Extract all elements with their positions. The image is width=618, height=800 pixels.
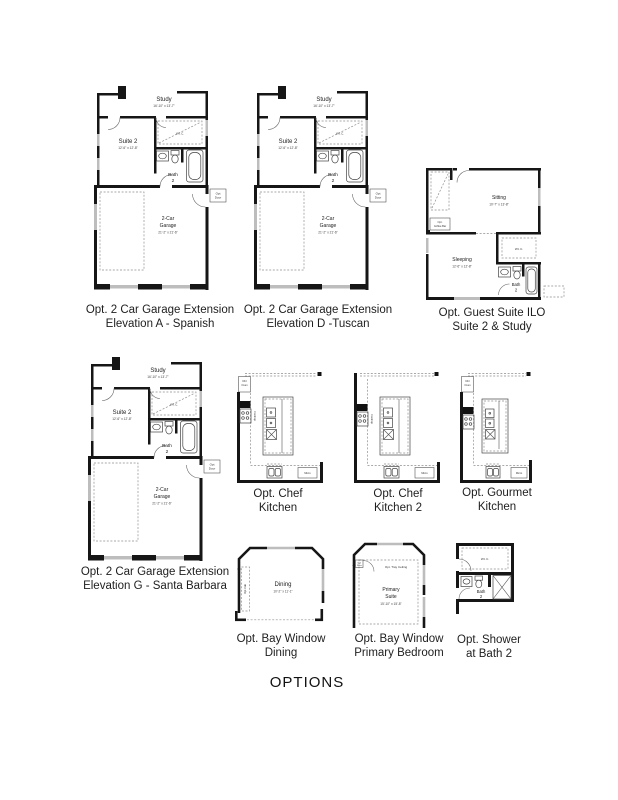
shower-bath2-floorplan <box>456 543 520 617</box>
room-labels <box>477 557 490 599</box>
study-dim: 16'-10" x 13'-7" <box>153 104 175 108</box>
caption-line: Kitchen 2 <box>374 502 422 514</box>
bath-fixtures <box>461 576 511 600</box>
caption-line: Kitchen <box>477 501 517 513</box>
caption-line: Elevation G - Santa Barbara <box>83 580 227 592</box>
caption-line: Elevation A - Spanish <box>105 318 215 330</box>
micro-label: Micro <box>421 472 428 475</box>
plan-shower-bath2 <box>456 543 520 617</box>
caption-garage-g <box>60 565 250 593</box>
tray-ceiling-label: Opt. Tray Ceiling <box>384 565 408 569</box>
micro-label: Micro <box>304 472 311 475</box>
garage-label: Garage <box>159 223 177 229</box>
micro-callout <box>298 468 317 479</box>
toilet-icon <box>475 576 483 580</box>
dbl-oven-label: Oven <box>241 384 248 387</box>
caption-line: Opt. Guest Suite ILO <box>438 307 546 319</box>
cooktop-icon <box>463 407 474 429</box>
opt-door-label: Opt <box>209 462 215 467</box>
primary-suite-label: Primary <box>382 587 400 593</box>
cooktop-label: Cooktop <box>253 411 256 421</box>
plan-guest-suite <box>424 162 586 304</box>
window-segments <box>88 391 202 560</box>
garage-extension-floorplan <box>252 86 388 294</box>
walls <box>460 392 532 483</box>
coffee-bar-label: Opt. <box>437 221 443 224</box>
wall-stub <box>435 372 439 376</box>
sleeping-dim: 12'-6" x 12'-8" <box>452 264 472 269</box>
plan-garage-extension-elevation-g <box>86 357 222 565</box>
cooktop-icon <box>240 401 251 423</box>
plan-gourmet-kitchen <box>460 371 534 483</box>
cooktop-icon <box>357 404 368 426</box>
opt-door-callout <box>356 560 375 572</box>
walls <box>426 168 541 300</box>
dbl-oven-callout <box>462 377 474 393</box>
bath-label: 2 <box>165 450 169 455</box>
wic-label: W.I.C. <box>335 131 345 136</box>
gourmet-kitchen-floorplan <box>460 371 534 483</box>
caption-shower-bath <box>434 633 544 661</box>
caption-line: Opt. Shower <box>457 634 521 646</box>
garage-label: 2-Car <box>161 216 175 222</box>
plan-bay-window-primary <box>350 541 444 631</box>
opt-door-label: Opt <box>357 562 361 565</box>
opt-cab-label: Opt Cab <box>243 584 247 594</box>
plan-chef-kitchen-2 <box>354 371 442 483</box>
page-title: OPTIONS <box>269 674 345 691</box>
bath-label: Bath <box>162 444 172 449</box>
sink-icon <box>317 151 329 161</box>
suite2-label: Suite 2 <box>118 139 138 145</box>
garage-label: 2-Car <box>155 487 169 493</box>
plan-garage-extension-elevation-a <box>92 86 228 294</box>
suite2-label: Suite 2 <box>278 139 298 145</box>
caption-line: Opt. 2 Car Garage Extension <box>80 566 230 578</box>
bath-label: Bath <box>511 282 521 287</box>
caption-line: Opt. Bay Window <box>236 633 326 645</box>
wic-label: W.I.C. <box>514 247 524 251</box>
sink-icon <box>151 422 163 432</box>
dbl-oven-label: Oven <box>464 384 471 387</box>
wall-stub <box>318 372 322 376</box>
garage-door-panel <box>270 285 298 289</box>
garage-door-panel <box>110 285 138 289</box>
garage-label: Garage <box>153 494 171 500</box>
caption-line: at Bath 2 <box>465 648 513 660</box>
garage-door-panel <box>322 285 350 289</box>
plan-chef-kitchen <box>237 371 325 483</box>
primary-suite-label: Suite <box>385 594 397 600</box>
garage-extension-floorplan <box>86 357 222 565</box>
study-label: Study <box>156 97 172 103</box>
sitting-label: Sitting <box>492 195 506 201</box>
bath-fixtures <box>499 267 538 295</box>
caption-line: Opt. 2 Car Garage Extension <box>243 304 393 316</box>
wic-label: W.I.C. <box>169 402 179 407</box>
opt-door-callout <box>370 189 386 202</box>
caption-line: Suite 2 & Study <box>452 321 532 333</box>
primary-suite-dim: 15'-10" x 15'-8" <box>380 602 402 606</box>
coffee-bar-label: Coffee Bar <box>433 225 447 228</box>
dining-label: Dining <box>274 582 292 588</box>
micro-label: Micro <box>515 472 523 475</box>
wic-label: W.I.C. <box>480 557 490 561</box>
toilet-icon <box>165 422 173 427</box>
walls <box>354 544 424 628</box>
cooktop-label: Cooktop <box>370 414 373 424</box>
door-swings <box>268 118 366 208</box>
caption-garage-d <box>223 303 413 331</box>
micro-callout <box>415 468 434 479</box>
sink-icon <box>267 464 282 478</box>
island <box>482 399 508 453</box>
toilet-icon <box>513 267 521 272</box>
suite2-dim: 12'-6" x 12'-8" <box>118 146 138 150</box>
caption-line: Opt. Gourmet <box>462 487 532 499</box>
opt-door-label: Door <box>374 195 382 200</box>
micro-callout <box>511 468 527 479</box>
room-labels <box>273 582 292 594</box>
shower-icon <box>493 576 511 600</box>
bath-fixtures <box>151 421 198 453</box>
door-swing <box>459 588 470 599</box>
sink-icon <box>499 267 511 277</box>
window-segments <box>254 120 368 289</box>
caption-chef-kitchen <box>218 487 338 515</box>
entry-closet <box>431 172 449 210</box>
wall-stub <box>527 372 531 376</box>
parking-area <box>94 463 138 541</box>
caption-line: Opt. Bay Window <box>354 633 444 645</box>
opt-door-label: Opt <box>375 191 381 196</box>
opt-door-label: Door <box>208 466 216 471</box>
island <box>263 397 293 455</box>
door-swings <box>102 389 200 479</box>
study-dim: 16'-10" x 13'-7" <box>147 375 169 379</box>
garage-dim: 21'-2" x 21'-6" <box>158 230 178 235</box>
garage-door-panel <box>162 285 190 289</box>
bath-label: 2 <box>514 287 518 293</box>
bath-fixtures <box>317 150 364 182</box>
study-label: Study <box>316 97 332 103</box>
chef-kitchen-2-floorplan <box>354 371 442 483</box>
bath-fixtures <box>157 150 204 182</box>
toilet-icon <box>171 151 179 156</box>
opt-door-label: Door <box>356 565 362 567</box>
sink-icon <box>157 151 169 161</box>
suite2-label: Suite 2 <box>112 410 132 416</box>
parking-area <box>260 192 304 270</box>
opt-door-callout <box>204 460 220 473</box>
bath-label: Bath <box>168 173 178 178</box>
bath-label: 2 <box>479 594 483 599</box>
dbl-oven-callout <box>239 377 251 393</box>
garage-label: 2-Car <box>321 216 335 222</box>
opt-door-label: Door <box>214 195 222 200</box>
garage-dim: 21'-2" x 21'-6" <box>318 230 338 235</box>
garage-extension-floorplan <box>92 86 228 294</box>
door-swings <box>108 118 206 208</box>
room-labels <box>380 565 407 606</box>
caption-line: Elevation D -Tuscan <box>266 318 370 330</box>
window-segments <box>94 120 208 289</box>
bath-label: 2 <box>331 179 335 184</box>
sink-icon <box>384 464 399 478</box>
caption-line: Opt. Chef <box>253 488 303 500</box>
caption-guest-suite <box>407 306 577 334</box>
garage-dim: 21'-2" x 21'-6" <box>152 501 172 506</box>
sleeping-label: Sleeping <box>452 257 472 263</box>
study-label: Study <box>150 368 166 374</box>
sink-icon <box>461 577 472 587</box>
walls <box>94 86 209 290</box>
room-labels <box>452 195 523 293</box>
suite2-dim: 12'-6" x 12'-8" <box>112 417 132 421</box>
caption-line: Kitchen <box>258 502 298 514</box>
opt-door-label: Opt <box>215 191 221 196</box>
walls <box>88 357 203 561</box>
opt-door-callout <box>210 189 226 202</box>
bath-label: 2 <box>171 179 175 184</box>
sink-icon <box>486 464 500 478</box>
bay-primary-floorplan <box>350 541 444 631</box>
plan-garage-extension-elevation-d <box>252 86 388 294</box>
sitting-dim: 10'-7" x 13'-8" <box>489 202 509 207</box>
dining-dim: 10'-2" x 11'-1" <box>273 589 293 594</box>
guest-suite-floorplan <box>424 162 586 304</box>
caption-line: Dining <box>264 647 298 659</box>
door-swing <box>457 171 469 183</box>
window-segments <box>426 188 541 300</box>
walls <box>254 86 369 290</box>
bath-label: Bath <box>328 173 338 178</box>
coffee-bar-callout <box>430 218 450 230</box>
wic-label: W.I.C. <box>175 131 185 136</box>
bath-label: Bath <box>476 589 486 594</box>
suite2-dim: 12'-6" x 12'-8" <box>278 146 298 150</box>
walls <box>456 543 514 614</box>
door-swing <box>499 284 510 295</box>
garage-label: Garage <box>319 223 337 229</box>
parking-area <box>100 192 144 270</box>
caption-line: Primary Bedroom <box>354 647 444 659</box>
caption-line: Opt. Chef <box>373 488 423 500</box>
chef-kitchen-floorplan <box>237 371 325 483</box>
study-dim: 16'-10" x 13'-7" <box>313 104 335 108</box>
toilet-icon <box>331 151 339 156</box>
garage-door-panel <box>156 556 184 560</box>
island <box>380 397 410 455</box>
dbl-oven-label: Dbl <box>465 380 470 383</box>
garage-door-panel <box>104 556 132 560</box>
caption-gourmet-kitchen <box>437 486 557 514</box>
dbl-oven-label: Dbl <box>242 380 247 383</box>
caption-line: Opt. 2 Car Garage Extension <box>85 304 235 316</box>
opt-callout-box <box>544 286 564 297</box>
